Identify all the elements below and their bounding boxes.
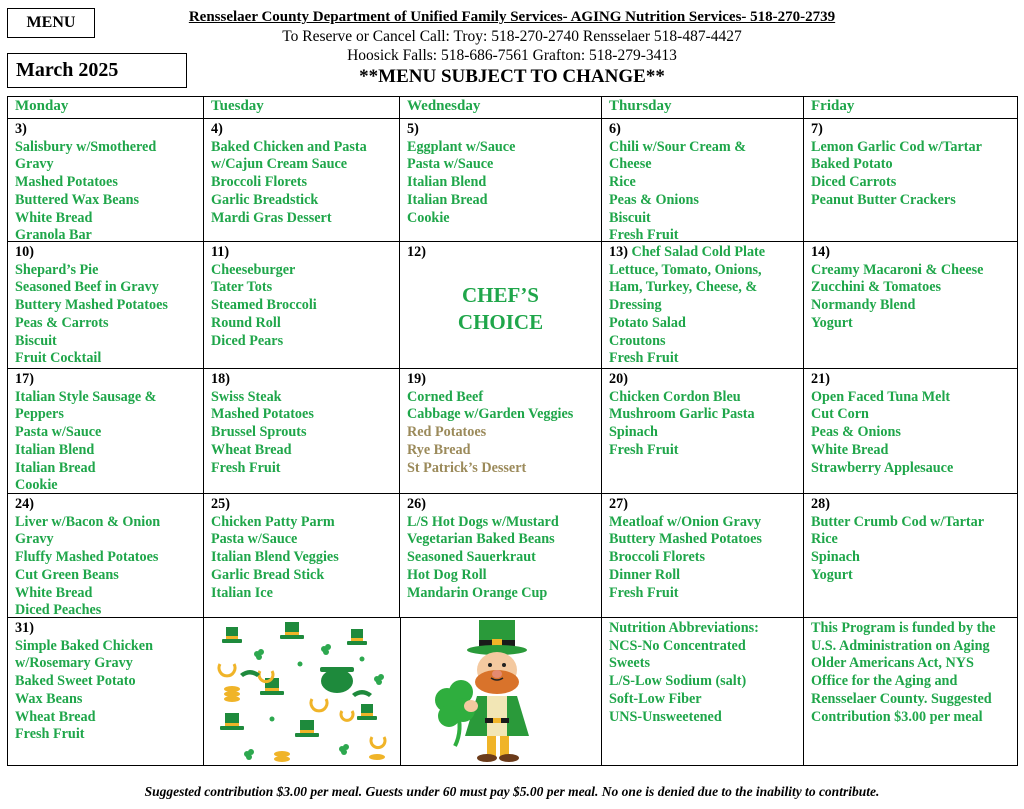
- day-cell-26: [400, 494, 602, 618]
- menu-item: Butter Crumb Cod w/Tartar: [811, 513, 985, 530]
- reserve-line: To Reserve or Cancel Call: Troy: 518-270-2740 Rensselaer 518-487-4427: [282, 28, 742, 45]
- menu-item: Zucchini & Tomatoes: [811, 279, 942, 296]
- menu-item: Buttery Mashed Potatoes: [609, 531, 762, 548]
- menu-item: Swiss Steak: [211, 388, 282, 405]
- menu-item: UNS-Unsweetened: [609, 708, 722, 725]
- menu-item: Lettuce, Tomato, Onions,: [609, 261, 762, 278]
- day-cell-6: [602, 119, 804, 242]
- menu-item: White Bread: [15, 209, 93, 226]
- day-cell-19: [400, 369, 602, 494]
- menu-item: Cheese: [609, 156, 652, 173]
- day-cell-7: [804, 119, 1017, 242]
- menu-item: Strawberry Applesauce: [811, 459, 954, 476]
- menu-item: Potato Salad: [609, 314, 686, 331]
- menu-item: Garlic Bread Stick: [211, 566, 325, 583]
- menu-item: Cheeseburger: [211, 261, 296, 278]
- menu-item: Shepard’s Pie: [15, 261, 99, 278]
- day-number: 3): [15, 121, 27, 137]
- menu-item: Diced Peaches: [15, 602, 102, 618]
- menu-item: Dinner Roll: [609, 566, 681, 583]
- menu-item: Red Potatoes: [407, 424, 487, 441]
- menu-item: Baked Potato: [811, 156, 893, 173]
- menu-item: Pasta w/Sauce: [211, 531, 298, 548]
- menu-item: Fluffy Mashed Potatoes: [15, 549, 159, 566]
- day-cell-5: [400, 119, 602, 242]
- menu-item: Rice: [609, 174, 636, 191]
- menu-item: Yogurt: [811, 566, 853, 583]
- leprechaun-cell: [400, 618, 602, 765]
- menu-item: Simple Baked Chicken: [15, 637, 153, 654]
- day-number: 11): [211, 244, 230, 260]
- menu-item: Biscuit: [609, 209, 651, 226]
- menu-item: Creamy Macaroni & Cheese: [811, 261, 984, 278]
- menu-item: Vegetarian Baked Beans: [407, 531, 555, 548]
- menu-item: Rye Bread: [407, 441, 471, 458]
- day-number: 17): [15, 371, 34, 387]
- day-number: 28): [811, 496, 830, 512]
- menu-item: Fruit Cocktail: [15, 350, 102, 367]
- day-cell-12: [400, 242, 602, 369]
- day-cell-31: [8, 618, 204, 765]
- day-number: 4): [211, 121, 223, 137]
- day-number: 12): [407, 244, 426, 260]
- chefs-choice-line1: CHEF’S: [461, 283, 539, 307]
- day-cell-3: [8, 119, 204, 242]
- menu-item: Diced Carrots: [811, 174, 897, 191]
- menu-item: Salisbury w/Smothered: [15, 138, 157, 155]
- chefs-choice: [400, 282, 601, 336]
- menu-item: Lemon Garlic Cod w/Tartar: [811, 138, 982, 155]
- funding-text: This Program is funded by the U.S. Administration on Aging Older Americans Act, NYS Office for the Aging and Rensselaer County. Suggested Contribution $3.00 per meal: [811, 620, 996, 725]
- day-header-tuesday: Tuesday: [204, 97, 400, 119]
- menu-item: w/Rosemary Gravy: [15, 655, 133, 672]
- menu-item: Liver w/Bacon & Onion: [15, 513, 161, 530]
- menu-item: Rice: [811, 531, 838, 548]
- menu-item: Buttery Mashed Potatoes: [15, 297, 168, 314]
- menu-calendar: [7, 96, 1018, 766]
- day-header-wednesday: Wednesday: [400, 97, 602, 119]
- menu-item: w/Cajun Cream Sauce: [211, 156, 348, 173]
- day-cell-17: [8, 369, 204, 494]
- menu-item: Fresh Fruit: [15, 726, 85, 743]
- day-number: 21): [811, 371, 830, 387]
- day-cell-24: [8, 494, 204, 618]
- menu-item: Steamed Broccoli: [211, 297, 317, 314]
- day-number: 19): [407, 371, 426, 387]
- menu-item: L/S-Low Sodium (salt): [609, 673, 747, 690]
- menu-item: Ham, Turkey, Cheese, &: [609, 279, 758, 296]
- menu-item: Baked Sweet Potato: [15, 673, 136, 690]
- menu-item: Cookie: [407, 209, 450, 226]
- menu-item: Fresh Fruit: [609, 227, 679, 242]
- menu-item: Wax Beans: [15, 690, 83, 707]
- menu-item: Italian Blend Veggies: [211, 549, 339, 566]
- menu-item: Broccoli Florets: [211, 174, 308, 191]
- menu-item: Soft-Low Fiber: [609, 690, 702, 707]
- day-header-thursday: Thursday: [602, 97, 804, 119]
- menu-item: Sweets: [609, 655, 650, 672]
- menu-item: Italian Bread: [407, 191, 488, 208]
- menu-item: Croutons: [609, 332, 666, 349]
- menu-item: Chef Salad Cold Plate: [627, 244, 766, 260]
- day-number: 27): [609, 496, 628, 512]
- menu-item: Biscuit: [15, 332, 57, 349]
- menu-item: Peas & Carrots: [15, 314, 109, 331]
- menu-item: Meatloaf w/Onion Gravy: [609, 513, 762, 530]
- menu-item: Garlic Breadstick: [211, 191, 319, 208]
- leprechaun-image: [401, 618, 601, 765]
- menu-item: Normandy Blend: [811, 297, 916, 314]
- menu-item: Chicken Cordon Bleu: [609, 388, 741, 405]
- menu-item: Granola Bar: [15, 227, 92, 242]
- day-number: 25): [211, 496, 230, 512]
- menu-item: Fresh Fruit: [211, 459, 281, 476]
- day-cell-20: [602, 369, 804, 494]
- menu-item: Hot Dog Roll: [407, 566, 487, 583]
- day-cell-25: [204, 494, 400, 618]
- day-cell-10: [8, 242, 204, 369]
- menu-item: Italian Bread: [15, 459, 96, 476]
- day-cell-27: [602, 494, 804, 618]
- day-cell-11: [204, 242, 400, 369]
- menu-item: Cookie: [15, 477, 58, 494]
- menu-item: Cabbage w/Garden Veggies: [407, 406, 574, 423]
- day-number: 24): [15, 496, 34, 512]
- menu-item: Chili w/Sour Cream &: [609, 138, 747, 155]
- chefs-choice-line2: CHOICE: [457, 310, 544, 334]
- menu-item: Wheat Bread: [15, 708, 96, 725]
- menu-item: Yogurt: [811, 314, 853, 331]
- menu-item: Peanut Butter Crackers: [811, 191, 956, 208]
- menu-item: Italian Ice: [211, 584, 273, 601]
- day-cell-21: [804, 369, 1017, 494]
- menu-item: Open Faced Tuna Melt: [811, 388, 951, 405]
- menu-item: Chicken Patty Parm: [211, 513, 335, 530]
- menu-item: Dressing: [609, 297, 662, 314]
- shamrock-hat-pattern-image: [212, 619, 390, 765]
- menu-item: Gravy: [15, 531, 54, 548]
- day-cell-13: [602, 242, 804, 369]
- menu-item: Broccoli Florets: [609, 549, 706, 566]
- clover-pattern-cell: [204, 618, 400, 765]
- menu-item: Pasta w/Sauce: [407, 156, 494, 173]
- menu-item: Buttered Wax Beans: [15, 191, 140, 208]
- menu-item: Seasoned Sauerkraut: [407, 549, 536, 566]
- menu-item: Wheat Bread: [211, 441, 292, 458]
- day-number: 7): [811, 121, 823, 137]
- menu-item: L/S Hot Dogs w/Mustard: [407, 513, 559, 530]
- menu-item: Round Roll: [211, 314, 281, 331]
- day-cell-28: [804, 494, 1017, 618]
- menu-item: Mandarin Orange Cup: [407, 584, 548, 601]
- menu-item: Gravy: [15, 156, 54, 173]
- menu-item: Mashed Potatoes: [15, 174, 118, 191]
- menu-item: Fresh Fruit: [609, 441, 679, 458]
- location-phones: Hoosick Falls: 518-686-7561 Grafton: 518-279-3413: [347, 47, 677, 64]
- contribution-footer: Suggested contribution $3.00 per meal. Guests under 60 must pay $5.00 per meal. No one is denied due to the inability to contribute.: [144, 784, 880, 799]
- menu-item: Mushroom Garlic Pasta: [609, 406, 755, 423]
- menu-item: Diced Pears: [211, 332, 284, 349]
- day-cell-18: [204, 369, 400, 494]
- day-number: 20): [609, 371, 628, 387]
- subject-to-change: **MENU SUBJECT TO CHANGE**: [359, 66, 665, 87]
- menu-item: Spinach: [811, 549, 860, 566]
- day-number: 10): [15, 244, 34, 260]
- menu-item: Italian Blend: [407, 174, 487, 191]
- menu-item: Eggplant w/Sauce: [407, 138, 516, 155]
- nutrition-abbreviations: [602, 618, 804, 765]
- menu-item: Baked Chicken and Pasta: [211, 138, 367, 155]
- menu-label: MENU: [7, 8, 95, 38]
- menu-item: Peas & Onions: [811, 424, 901, 441]
- day-number: 5): [407, 121, 419, 137]
- menu-item: Mashed Potatoes: [211, 406, 314, 423]
- menu-item: Peas & Onions: [609, 191, 699, 208]
- menu-item: Pasta w/Sauce: [15, 424, 102, 441]
- menu-item: Spinach: [609, 424, 658, 441]
- day-number: 14): [811, 244, 830, 260]
- menu-item: Nutrition Abbreviations:: [609, 620, 759, 636]
- menu-item: Brussel Sprouts: [211, 424, 307, 441]
- menu-item: Mardi Gras Dessert: [211, 209, 332, 226]
- menu-item: White Bread: [811, 441, 889, 458]
- menu-item: St Patrick’s Dessert: [407, 459, 527, 476]
- day-cell-4: [204, 119, 400, 242]
- menu-item: Fresh Fruit: [609, 350, 679, 367]
- menu-item: Italian Blend: [15, 441, 95, 458]
- menu-item: Peppers: [15, 406, 64, 423]
- menu-item: Fresh Fruit: [609, 584, 679, 601]
- menu-item: Cut Corn: [811, 406, 869, 423]
- menu-item: Cut Green Beans: [15, 566, 119, 583]
- day-number: 26): [407, 496, 426, 512]
- day-number: 31): [15, 620, 34, 636]
- day-number: 13): [609, 244, 628, 260]
- funding-note: [804, 618, 1017, 765]
- day-header-friday: Friday: [804, 97, 1017, 119]
- menu-item: Tater Tots: [211, 279, 273, 296]
- day-cell-14: [804, 242, 1017, 369]
- day-number: 6): [609, 121, 621, 137]
- day-number: 18): [211, 371, 230, 387]
- menu-item: NCS-No Concentrated: [609, 637, 746, 654]
- day-header-monday: Monday: [8, 97, 204, 119]
- month-title: March 2025: [7, 53, 187, 88]
- department-title: Rensselaer County Department of Unified Family Services- AGING Nutrition Services- 518-270-2739: [188, 9, 836, 25]
- menu-item: Corned Beef: [407, 388, 484, 405]
- menu-item: Italian Style Sausage &: [15, 388, 157, 405]
- menu-item: White Bread: [15, 584, 93, 601]
- menu-item: Seasoned Beef in Gravy: [15, 279, 159, 296]
